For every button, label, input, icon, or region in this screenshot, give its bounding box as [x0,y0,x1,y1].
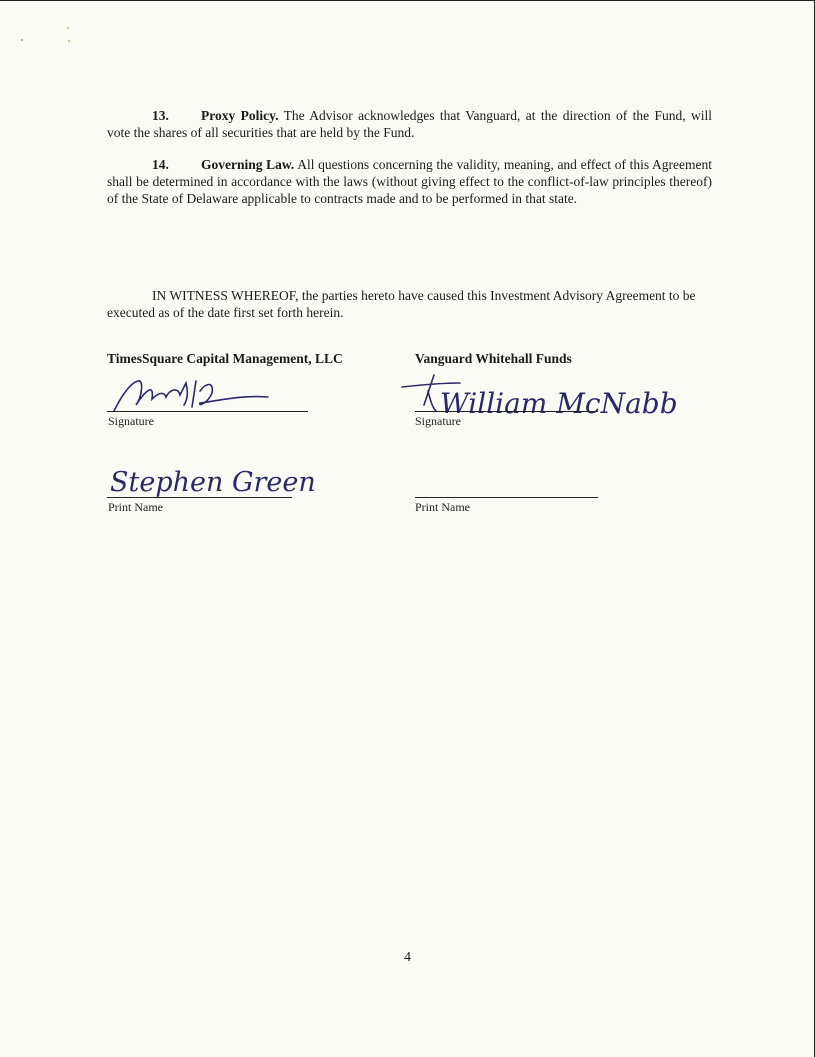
section-14-heading: Governing Law. [201,157,295,172]
section-14 [107,156,712,207]
party-right-name: Vanguard Whitehall Funds [415,351,572,366]
left-signature-line [107,411,308,412]
section-14-number: 14. [152,157,169,172]
section-13-text: The Advisor acknowledges that Vanguard, at the direction of the Fund, will vote the shares of all securities that are held by the Fund. [107,108,712,140]
witness-text: IN WITNESS WHEREOF, the parties hereto have caused this Investment Advisory Agreement to be executed as of the date first set forth herein. [107,288,696,320]
left-print-name-label: Print Name [108,500,163,514]
left-signature-label: Signature [108,414,154,428]
section-13-number: 13. [152,108,169,123]
right-print-name-line [415,497,598,498]
scan-speck [67,27,69,29]
left-print-name-line [107,497,292,498]
section-13 [107,107,712,141]
handwritten-print-name: Stephen Green [110,467,316,498]
party-left-name: TimesSquare Capital Management, LLC [107,351,343,366]
right-signature-label: Signature [415,414,461,428]
section-14-text: All questions concerning the validity, meaning, and effect of this Agreement shall be determined in accordance with the laws (without giving effect to the conflict-of-law principles thereof) of the State of Delaware applicable to contracts made and to be performed in that state. [107,157,712,206]
handwritten-signature: William McNabb [440,387,678,420]
witness-paragraph [107,287,707,321]
section-13-heading: Proxy Policy. [201,108,279,123]
page-number: 4 [404,950,411,965]
scan-speck [68,40,70,42]
scan-speck [21,39,23,41]
right-print-name-label: Print Name [415,500,470,514]
right-signature-line [415,411,598,412]
